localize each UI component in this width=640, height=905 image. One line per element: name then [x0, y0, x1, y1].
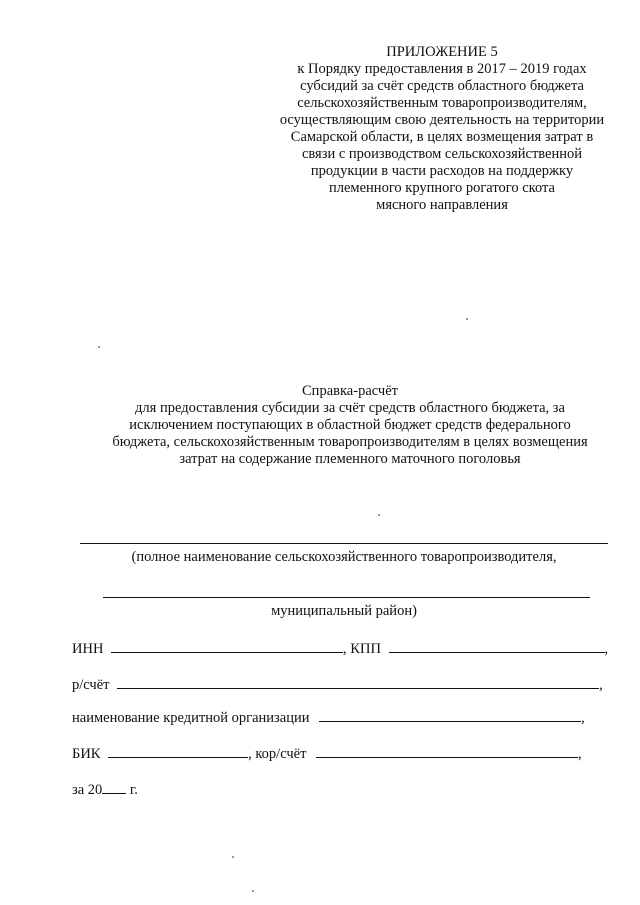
comma: ,: [599, 677, 603, 693]
annex-line: продукции в части расходов на поддержку: [310, 163, 574, 179]
annex-line: к Порядку предоставления в 2017 – 2019 годах: [297, 61, 587, 77]
annex-line: Самарской области, в целях возмещения затрат в: [290, 129, 594, 145]
account-row: [72, 676, 603, 694]
bik-corr-row: [72, 745, 582, 763]
title-line: исключением поступающих в областной бюджет средств федерального: [129, 417, 571, 433]
comma: ,: [604, 641, 609, 657]
account-label: р/счёт: [72, 677, 110, 693]
kpp-field[interactable]: [389, 640, 605, 653]
document-title: [80, 383, 620, 468]
scan-speck: [252, 890, 254, 892]
year-field[interactable]: [102, 781, 126, 794]
comma: ,: [578, 746, 582, 762]
district-line[interactable]: [103, 597, 590, 598]
scan-speck: [98, 346, 100, 348]
title-heading: Справка-расчёт: [302, 383, 398, 399]
annex-header: [262, 44, 622, 214]
scan-speck: [466, 318, 468, 320]
bank-label: наименование кредитной организации: [72, 710, 310, 726]
applicant-name-caption: (полное наименование сельскохозяйственного товаропроизводителя,: [131, 549, 557, 565]
annex-line: мясного направления: [376, 197, 508, 213]
district-caption: муниципальный район): [271, 603, 417, 619]
inn-kpp-row: [72, 640, 608, 658]
kpp-label: , КПП: [343, 641, 381, 657]
scan-speck: [378, 514, 380, 516]
scan-speck: [232, 856, 234, 858]
applicant-name-line[interactable]: [80, 543, 608, 544]
corr-account-field[interactable]: [316, 745, 578, 758]
bik-field[interactable]: [108, 745, 248, 758]
inn-field[interactable]: [111, 640, 343, 653]
title-line: затрат на содержание племенного маточного поголовья: [179, 451, 521, 467]
comma: ,: [581, 710, 585, 726]
bank-row: [72, 709, 585, 727]
year-prefix: за 20: [72, 782, 103, 798]
account-field[interactable]: [117, 676, 599, 689]
annex-line: осуществляющим свою деятельность на территории: [279, 112, 605, 128]
year-suffix: г.: [129, 782, 138, 798]
inn-label: ИНН: [72, 641, 104, 657]
corr-account-label: , кор/счёт: [248, 746, 307, 762]
title-line: для предоставления субсидии за счёт средств областного бюджета, за: [135, 400, 565, 416]
annex-line: связи с производством сельскохозяйственной: [301, 146, 583, 162]
annex-line: племенного крупного рогатого скота: [329, 180, 555, 196]
title-line: бюджета, сельскохозяйственным товаропроизводителям в целях возмещения: [112, 434, 588, 450]
annex-line: субсидий за счёт средств областного бюджета: [300, 78, 584, 94]
annex-line: ПРИЛОЖЕНИЕ 5: [386, 44, 498, 60]
year-row: [72, 781, 138, 799]
annex-line: сельскохозяйственным товаропроизводителям,: [297, 95, 587, 111]
bank-field[interactable]: [319, 709, 581, 722]
bik-label: БИК: [72, 746, 101, 762]
